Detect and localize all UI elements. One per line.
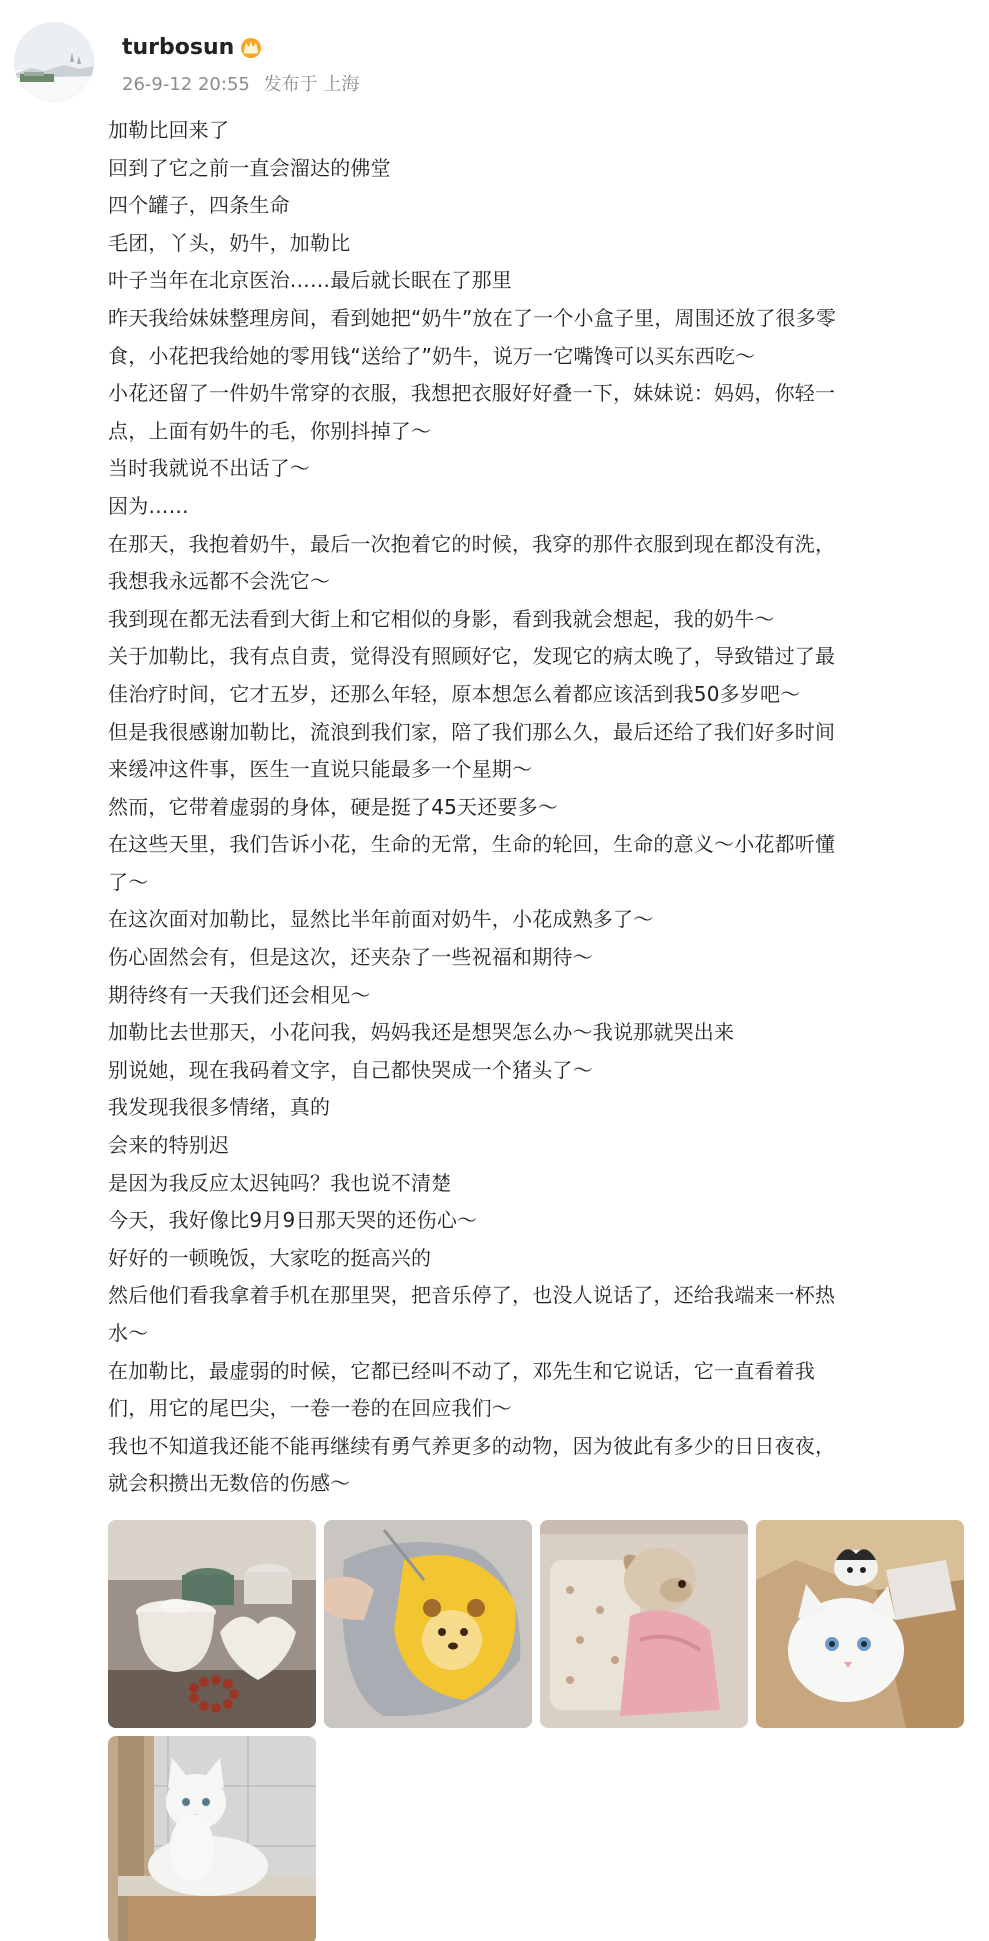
post-text-line: 加勒比去世那天，小花问我，妈妈我还是想哭怎么办～我说那就哭出来 [108, 1020, 735, 1045]
post-text-line: 然而，它带着虚弱的身体，硬是挺了45天还要多～ [108, 794, 559, 819]
post-text-line: 叶子当年在北京医治……最后就长眠在了那里 [108, 268, 512, 293]
post-text-line: 小花还留了一件奶牛常穿的衣服，我想把衣服好好叠一下，妹妹说：妈妈，你轻一 [108, 381, 836, 406]
post-meta [122, 32, 359, 96]
post-text-line: 关于加勒比，我有点自责，觉得没有照顾好它，发现它的病太晚了，导致错过了最 [108, 644, 836, 669]
post-text-line: 会来的特别迟 [108, 1133, 230, 1158]
photo-urns[interactable] [108, 1520, 316, 1728]
post-text-line: 我想我永远都不会洗它～ [108, 569, 331, 594]
post-text-line: 因为…… [108, 493, 189, 518]
post-text-line: 是因为我反应太迟钝吗？我也说不清楚 [108, 1170, 452, 1195]
post-text-line: 别说她，现在我码着文字，自己都快哭成一个猪头了～ [108, 1057, 593, 1082]
post-text-line: 我发现我很多情绪，真的 [108, 1095, 331, 1120]
photo-plush-dog[interactable] [540, 1520, 748, 1728]
post-text-line: 回到了它之前一直会溜达的佛堂 [108, 155, 391, 180]
post-text-line: 今天，我好像比9月9日那天哭的还伤心～ [108, 1208, 478, 1233]
post-text-line: 然后他们看我拿着手机在那里哭，把音乐停了，也没人说话了，还给我端来一杯热 [108, 1283, 836, 1308]
username[interactable]: turbosun [122, 34, 235, 60]
post-text-line: 食，小花把我给她的零用钱“送给了”奶牛，说万一它嘴馋可以买东西吃～ [108, 343, 756, 368]
post-timestamp[interactable]: 26-9-12 20:55 [122, 74, 250, 95]
post-text-line: 我到现在都无法看到大街上和它相似的身影，看到我就会想起，我的奶牛～ [108, 606, 775, 631]
post-text-line: 来缓冲这件事，医生一直说只能最多一个星期～ [108, 757, 533, 782]
post-text-line: 在这次面对加勒比，显然比半年前面对奶牛，小花成熟多了～ [108, 907, 654, 932]
post-text-line: 点，上面有奶牛的毛，你别抖掉了～ [108, 418, 432, 443]
post-text-line: 伤心固然会有，但是这次，还夹杂了一些祝福和期待～ [108, 945, 593, 970]
post-text-line: 当时我就说不出话了～ [108, 456, 310, 481]
post-text-line: 但是我很感谢加勒比，流浪到我们家，陪了我们那么久，最后还给了我们好多时间 [108, 719, 836, 744]
post-text-line: 加勒比回来了 [108, 118, 230, 142]
post-body [108, 112, 968, 1503]
post-text-line: 在加勒比，最虚弱的时候，它都已经叫不动了，邓先生和它说话，它一直看着我 [108, 1358, 815, 1383]
avatar[interactable] [14, 22, 94, 102]
post-text-line: 在那天，我抱着奶牛，最后一次抱着它的时候，我穿的那件衣服到现在都没有洗， [108, 531, 836, 556]
photo-kittens-box[interactable] [756, 1520, 964, 1728]
post-text-line: 四个罐子，四条生命 [108, 193, 290, 218]
post-text-line: 毛团，丫头，奶牛，加勒比 [108, 230, 351, 255]
post-header [14, 22, 359, 102]
post-text-line: 在这些天里，我们告诉小花，生命的无常，生命的轮回，生命的意义～小花都听懂 [108, 832, 836, 857]
post-text-line: 昨天我给妹妹整理房间，看到她把“奶牛”放在了一个小盒子里，周围还放了很多零 [108, 305, 837, 330]
post-location: 发布于 上海 [263, 74, 360, 95]
post-text-line: 了～ [108, 869, 149, 894]
post-text-line: 我也不知道我还能不能再继续有勇气养更多的动物，因为彼此有多少的日日夜夜， [108, 1433, 836, 1458]
post-time-info [122, 70, 359, 96]
post-text-line: 们，用它的尾巴尖，一卷一卷的在回应我们～ [108, 1396, 512, 1421]
post-text-line: 期待终有一天我们还会相见～ [108, 982, 371, 1007]
photo-white-cat[interactable] [108, 1736, 316, 1941]
post-text-line: 好好的一顿晚饭，大家吃的挺高兴的 [108, 1245, 432, 1270]
photo-yellow-bear-bag[interactable] [324, 1520, 532, 1728]
crown-badge-icon [238, 34, 264, 60]
username-row [122, 32, 359, 62]
post-text-line: 佳治疗时间，它才五岁，还那么年轻，原本想怎么着都应该活到我50多岁吧～ [108, 681, 801, 706]
avatar-snow-scene [14, 22, 94, 102]
post-text-line: 水～ [108, 1321, 149, 1345]
post-text-line: 就会积攒出无数倍的伤感～ [108, 1471, 351, 1496]
